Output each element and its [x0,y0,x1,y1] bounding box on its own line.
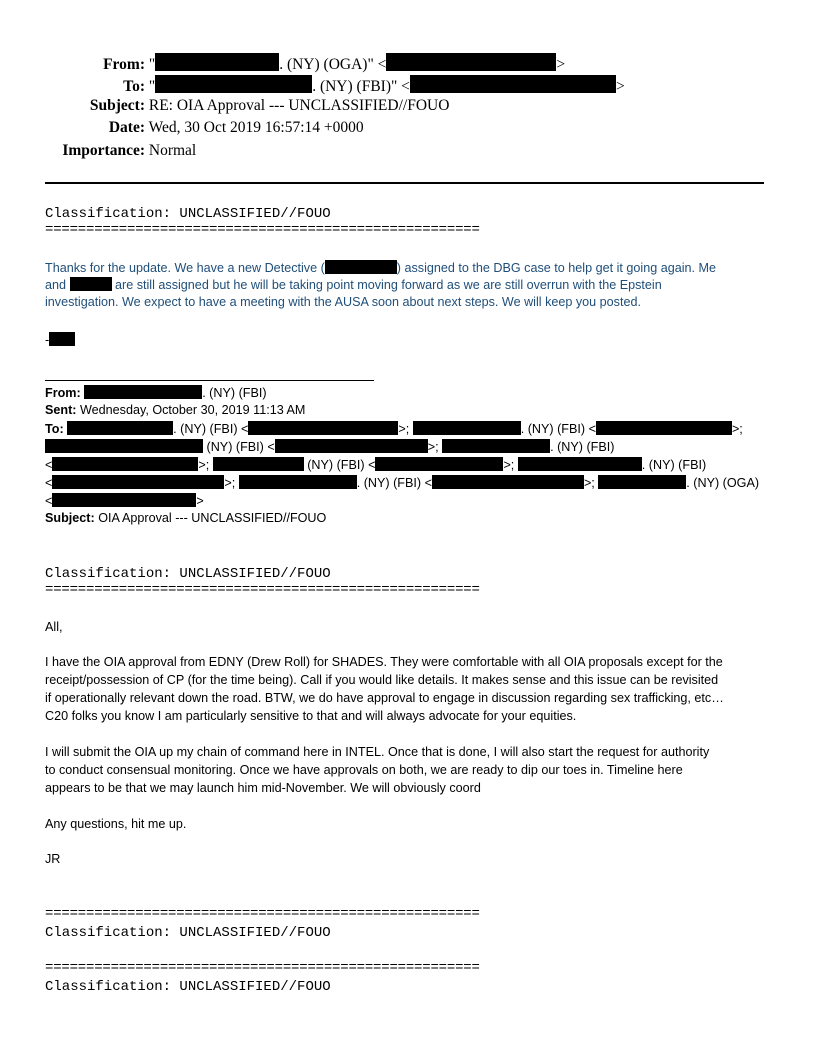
recipient-text: >; [731,422,743,436]
footer-rule-2: ===================================================== [45,960,480,976]
body-para3: Any questions, hit me up. [45,817,187,831]
body-para1-line2: receipt/possession of CP (for the time being). Call if you would like details. It makes sense and this issue can be revisited [45,673,719,687]
recipient-text: >; [224,476,236,490]
header-to-end: > [615,78,625,95]
recipient-text: >; [503,458,515,472]
redaction-block [213,457,304,471]
header-to-label: To: [123,78,145,95]
header-divider [45,182,764,184]
recipient-text: >; [427,440,439,454]
reply-signature [45,332,75,347]
redaction-block [518,457,642,471]
orig-subject-value: OIA Approval --- UNCLASSIFIED//FOUO [98,511,327,525]
body-para1-line3: if operationally relevant down the road. BTW, we do have approval to engage in discussion regarding sex trafficking, etc… [45,691,724,705]
redaction-block [49,332,75,346]
header-subject-label: Subject: [89,97,145,114]
recipient-text: . (NY) (FBI) < [356,476,432,490]
redaction-block [239,475,357,489]
header-subject-value: RE: OIA Approval --- UNCLASSIFIED//FOUO [148,97,450,114]
header-from-end: > [556,56,566,73]
redaction-block [84,385,202,399]
recipient-text: >; [583,476,595,490]
header-importance-value: Normal [148,142,197,159]
redaction-block [325,260,397,274]
redaction-block [155,75,312,93]
body-para2-line1: I will submit the OIA up my chain of command here in INTEL. Once that is done, I will also start the request for authority [45,745,710,759]
orig-sent-row [45,403,305,417]
body-signature: JR [45,852,61,866]
reply-rule: ===================================================== [45,222,480,238]
reply-line-1 [45,260,716,275]
header-to-quote: " [148,78,156,95]
redaction-block [598,475,686,489]
body-rule: ===================================================== [45,582,480,598]
reply-text: Thanks for the update. We have a new Detective ( [45,261,325,275]
header-from-label: From: [103,56,145,73]
recipient-text: . (NY) (FBI) < [173,422,249,436]
reply-text: and [45,278,67,292]
reply-text: ) assigned to the DBG case to help get it going again. Me [396,261,717,275]
recipient-text: >; [198,458,210,472]
redaction-block [70,277,112,291]
header-date-label: Date: [108,119,145,136]
recipient-text: >; [398,422,410,436]
orig-to-row-5 [45,493,204,508]
recipient-text: < [45,458,53,472]
header-importance-row [0,142,196,160]
header-date-value: Wed, 30 Oct 2019 16:57:14 +0000 [148,119,364,136]
header-from-row [0,53,565,74]
recipient-text: (NY) (FBI) < [206,440,275,454]
body-para1-line1: I have the OIA approval from EDNY (Drew Roll) for SHADES. They were comfortable with all OIA proposals except for the [45,655,723,669]
body-para2-line3: appears to be that we may launch him mid-November. We will obviously coord [45,781,481,795]
orig-subject-row [45,511,326,525]
orig-sent-value: Wednesday, October 30, 2019 11:13 AM [79,403,306,417]
reply-text: are still assigned but he will be taking point moving forward as we are still overrun with the Epstein [115,278,662,292]
recipient-text: (NY) (FBI) < [307,458,376,472]
redaction-block [45,439,203,453]
redaction-block [52,457,198,471]
orig-from-label: From: [45,386,81,400]
recipient-text: . (NY) (OGA) [686,476,760,490]
redaction-block [52,475,224,489]
header-to-row [0,75,625,96]
orig-to-row-4 [45,475,759,490]
recipient-text: < [45,494,53,508]
footer-rule-1: ===================================================== [45,906,480,922]
redaction-block [155,53,279,71]
redaction-block [442,439,550,453]
original-message-divider [45,380,374,381]
orig-to-row-3 [45,457,706,472]
body-greeting: All, [45,620,63,634]
reply-line-3: investigation. We expect to have a meeting with the AUSA soon about next steps. We will keep you posted. [45,295,641,309]
header-date-row [0,119,364,137]
reply-line-2 [45,277,662,292]
body-para1-line4: C20 folks you know I am particularly sensitive to that and will always advocate for your equities. [45,709,577,723]
recipient-text: < [45,476,53,490]
orig-to-label: To: [45,422,64,436]
body-para2-line2: to conduct consensual monitoring. Once we have approvals on both, we are ready to dip our toes in. Timeline here [45,763,683,777]
header-to-mid: . (NY) (FBI)" < [312,78,410,95]
orig-to-row-1 [45,421,743,436]
redaction-block [248,421,398,435]
header-importance-label: Importance: [62,142,145,159]
redaction-block [432,475,584,489]
header-from-quote: " [148,56,156,73]
body-classification: Classification: UNCLASSIFIED//FOUO [45,566,331,582]
orig-from-row [45,385,267,400]
footer-classification-1: Classification: UNCLASSIFIED//FOUO [45,925,331,941]
redaction-block [52,493,196,507]
recipient-text: . (NY) (FBI) [550,440,615,454]
orig-to-row-2 [45,439,614,454]
orig-subject-label: Subject: [45,511,95,525]
recipient-text: . (NY) (FBI) < [520,422,596,436]
recipient-text: . (NY) (FBI) [641,458,707,472]
orig-from-value: . (NY) (FBI) [202,386,267,400]
footer-classification-2: Classification: UNCLASSIFIED//FOUO [45,979,331,995]
redaction-block [413,421,521,435]
redaction-block [596,421,732,435]
header-from-mid: . (NY) (OGA)" < [279,56,387,73]
redaction-block [375,457,503,471]
orig-sent-label: Sent: [45,403,77,417]
redaction-block [67,421,173,435]
redaction-block [386,53,556,71]
redaction-block [275,439,428,453]
reply-classification: Classification: UNCLASSIFIED//FOUO [45,206,331,222]
redaction-block [410,75,616,93]
recipient-text: > [196,494,204,508]
header-subject-row [0,97,449,115]
reply-sig-dash: - [45,333,50,347]
